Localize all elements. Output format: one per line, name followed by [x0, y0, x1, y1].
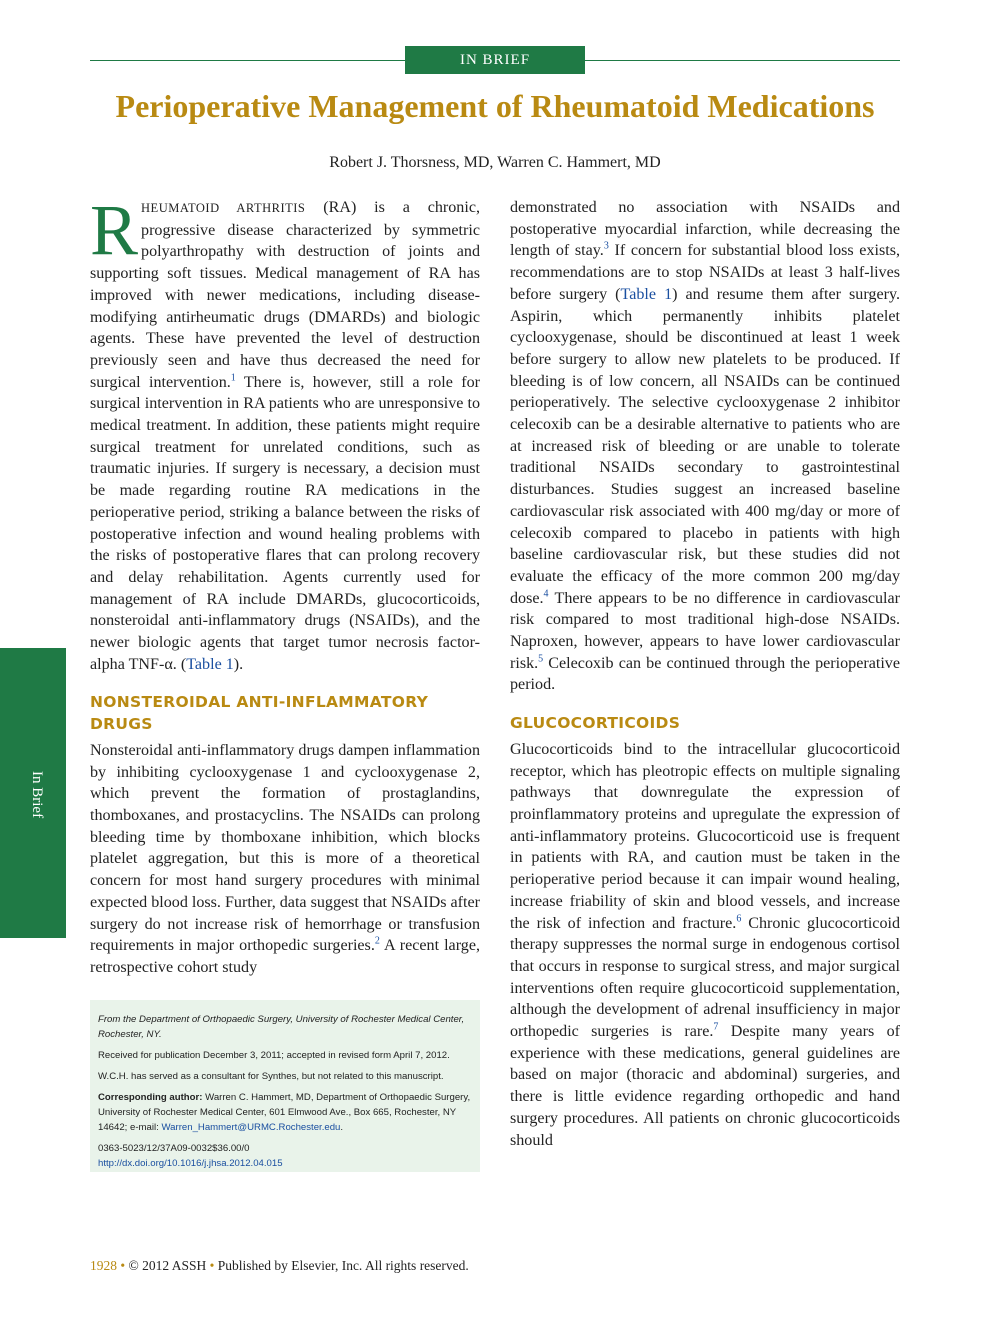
affiliation-note: From the Department of Orthopaedic Surgery, University of Rochester Medical Center, Rochester, NY. [98, 1014, 465, 1040]
intro-text-2: There is, however, still a role for surgical intervention in RA patients who are unresponsive to medical treatment. In addition, these patients might require surgical treatment for unrelated conditions, such as traumatic injuries. If surgery is necessary, a decision must be made regarding routine RA medications in the perioperative period, striking a balance between the risks of postoperative infection and wound healing problems with the risks of postoperative flares that can prolong recovery and delay rehabilitation. Agents currently used for management of RA include DMARDs, glucocorticoids, nonsteroidal anti-inflammatory drugs (NSAIDs), and the newer biologic agents that target tumor necrosis factor-alpha TNF-α. [90, 373, 480, 673]
publisher: Published by Elsevier, Inc. All rights reserved. [217, 1258, 469, 1273]
small-caps-lead: HEUMATOID ARTHRITIS [141, 201, 306, 215]
doi-note [90, 1156, 480, 1171]
nsaids-cont-text-2: If concern for substantial blood loss exists, recommendations are to stop NSAIDs at least 3 half-lives before surgery ( [510, 242, 900, 303]
ref-6[interactable]: 6 [736, 913, 742, 925]
page-number: 1928 [90, 1258, 117, 1273]
gluco-text-2: Chronic glucocorticoid therapy suppresses the normal surge in endogenous cortisol that occurs in response to surgical stress, and major surgical interventions often require glucocorticoid supplementation, although the development of adrenal insufficiency in major orthopedic surgeries is rare. [510, 914, 901, 1041]
side-section-label: In Brief [29, 771, 45, 819]
left-column [90, 190, 480, 979]
corr-label: Corresponding author: [98, 1092, 203, 1103]
glucocorticoids-paragraph [510, 739, 900, 1151]
disclosure-note: W.C.H. has served as a consultant for Synthes, but not related to this manuscript. [98, 1071, 444, 1082]
gluco-text-3: Despite many years of experience with these medications, general guidelines are based on major (thoracic and abdominal) surgeries, and there is little evidence regarding orthopedic and hand surgery procedures. All patients on chronic glucocorticoids should [510, 1023, 900, 1149]
ref-7[interactable]: 7 [713, 1021, 719, 1033]
drop-cap: R [90, 190, 139, 270]
right-column [510, 197, 900, 1151]
ref-2[interactable]: 2 [374, 935, 380, 947]
nsaids-cont-text-5: Celecoxib can be continued through the perioperative period. [510, 654, 900, 694]
nsaids-cont-text-4: There appears to be no difference in cardiovascular risk compared to most traditional high-dose NSAIDs. Naproxen, however, appears to have lower cardiovascular risk. [510, 589, 900, 672]
nsaids-cont-text-3: ) and resume them after surgery. Aspirin, which permanently inhibits platelet cyclooxygenase, should be discontinued at least 1 week before surgery to allow new platelets to be produced. If bleeding is of low concern, all NSAIDs can be continued perioperatively. The selective cyclooxygenase 2 inhibitor celecoxib can be a desirable alternative to patients who are at increased risk of bleeding or are unable to tolerate traditional NSAIDs secondary to gastrointestinal disturbances. Studies suggest an increased baseline cardiovascular risk associated with 400 mg/day or more of celecoxib compared to placebo in patients with high baseline cardiovascular risk, but these studies did not evaluate the efficacy of the more common 200 mg/day dose. [510, 285, 900, 607]
intro-text: (RA) is a chronic, progressive disease characterized by symmetric polyarthropathy with destruction of joints and supporting soft tissues. Medical management of RA has improved with newer medications, including disease-modifying antirheumatic drugs (DMARDs) and biologic agents. These have prevented the level of destruction previously seen and have thus decreased the need for surgical intervention. [90, 199, 480, 391]
received-note: Received for publication December 3, 2011; accepted in revised form April 7, 2012. [98, 1050, 450, 1061]
nsaids-paragraph [90, 740, 480, 979]
nsaids-cont-text: demonstrated no association with NSAIDs and postoperative myocardial infarction, while decreasing the length of stay. [510, 199, 900, 260]
gluco-text: Glucocorticoids bind to the intracellular glucocorticoid receptor, which has pleotropic effects on multiple signaling pathways that downregulate the expression of proinflammatory proteins and upregulate the expression of anti-inflammatory proteins. Glucocorticoid use is frequent in patients with RA, and caution must be taken in the perioperative period because it can impair wound healing, increase friability of skin and blood vessels, and increase the risk of infection and fracture. [510, 740, 900, 932]
page-footer [90, 1258, 469, 1274]
email-link[interactable]: Warren_Hammert@URMC.Rochester.edu [161, 1122, 341, 1133]
ref-3[interactable]: 3 [603, 241, 609, 253]
nsaids-text: Nonsteroidal anti-inflammatory drugs dampen inflammation by inhibiting cyclooxygenase 1 and cyclooxygenase 2, which prevent the formation of prostaglandins, thomboxanes, and prostacyclins. The NSAIDs can prolong bleeding time by thomboxane inhibition, which blocks platelet aggregation, but this is more of a theoretical concern for most hand surgery procedures with minimal expected blood loss. Further, data suggest that NSAIDs after surgery do not increase risk of hemorrhage or transfusion requirements in major orthopedic surgeries. [90, 741, 480, 955]
ref-1[interactable]: 1 [230, 372, 236, 384]
corr-end: . [340, 1122, 344, 1133]
nsaids-heading: NONSTEROIDAL ANTI-INFLAMMATORY DRUGS [90, 693, 429, 734]
section-tab: IN BRIEF [405, 46, 585, 74]
footer-separator: • [117, 1258, 129, 1273]
article-title: Perioperative Management of Rheumatoid Medications [115, 88, 875, 124]
copyright: © 2012 ASSH [128, 1258, 207, 1273]
issn-note: 0363-5023/12/37A09-0032$36.00/0 [98, 1143, 250, 1154]
ref-5[interactable]: 5 [538, 653, 544, 665]
paren-end: ). [233, 655, 244, 673]
glucocorticoids-heading: GLUCOCORTICOIDS [510, 714, 681, 733]
corresponding-note [90, 1090, 480, 1135]
intro-paragraph [90, 190, 480, 675]
table-1-link[interactable]: Table 1 [186, 655, 234, 673]
footer-separator-2: • [206, 1258, 218, 1273]
authors: Robert J. Thorsness, MD, Warren C. Hammert, MD [329, 154, 661, 171]
nsaids-continued [510, 197, 900, 696]
article-notes-box [90, 1000, 480, 1172]
nsaids-text-2: A recent large, retrospective cohort study [90, 937, 480, 976]
doi-link[interactable]: http://dx.doi.org/10.1016/j.jhsa.2012.04.015 [98, 1158, 283, 1169]
corr-text: Warren C. Hammert, MD, Department of Orthopaedic Surgery, University of Rochester Medical Center, 601 Elmwood Ave., Box 665, Rochester, NY 14642; e-mail: [98, 1092, 471, 1133]
ref-4[interactable]: 4 [543, 588, 549, 600]
table-1-link-2[interactable]: Table 1 [620, 285, 673, 303]
paren: ( [180, 655, 187, 673]
